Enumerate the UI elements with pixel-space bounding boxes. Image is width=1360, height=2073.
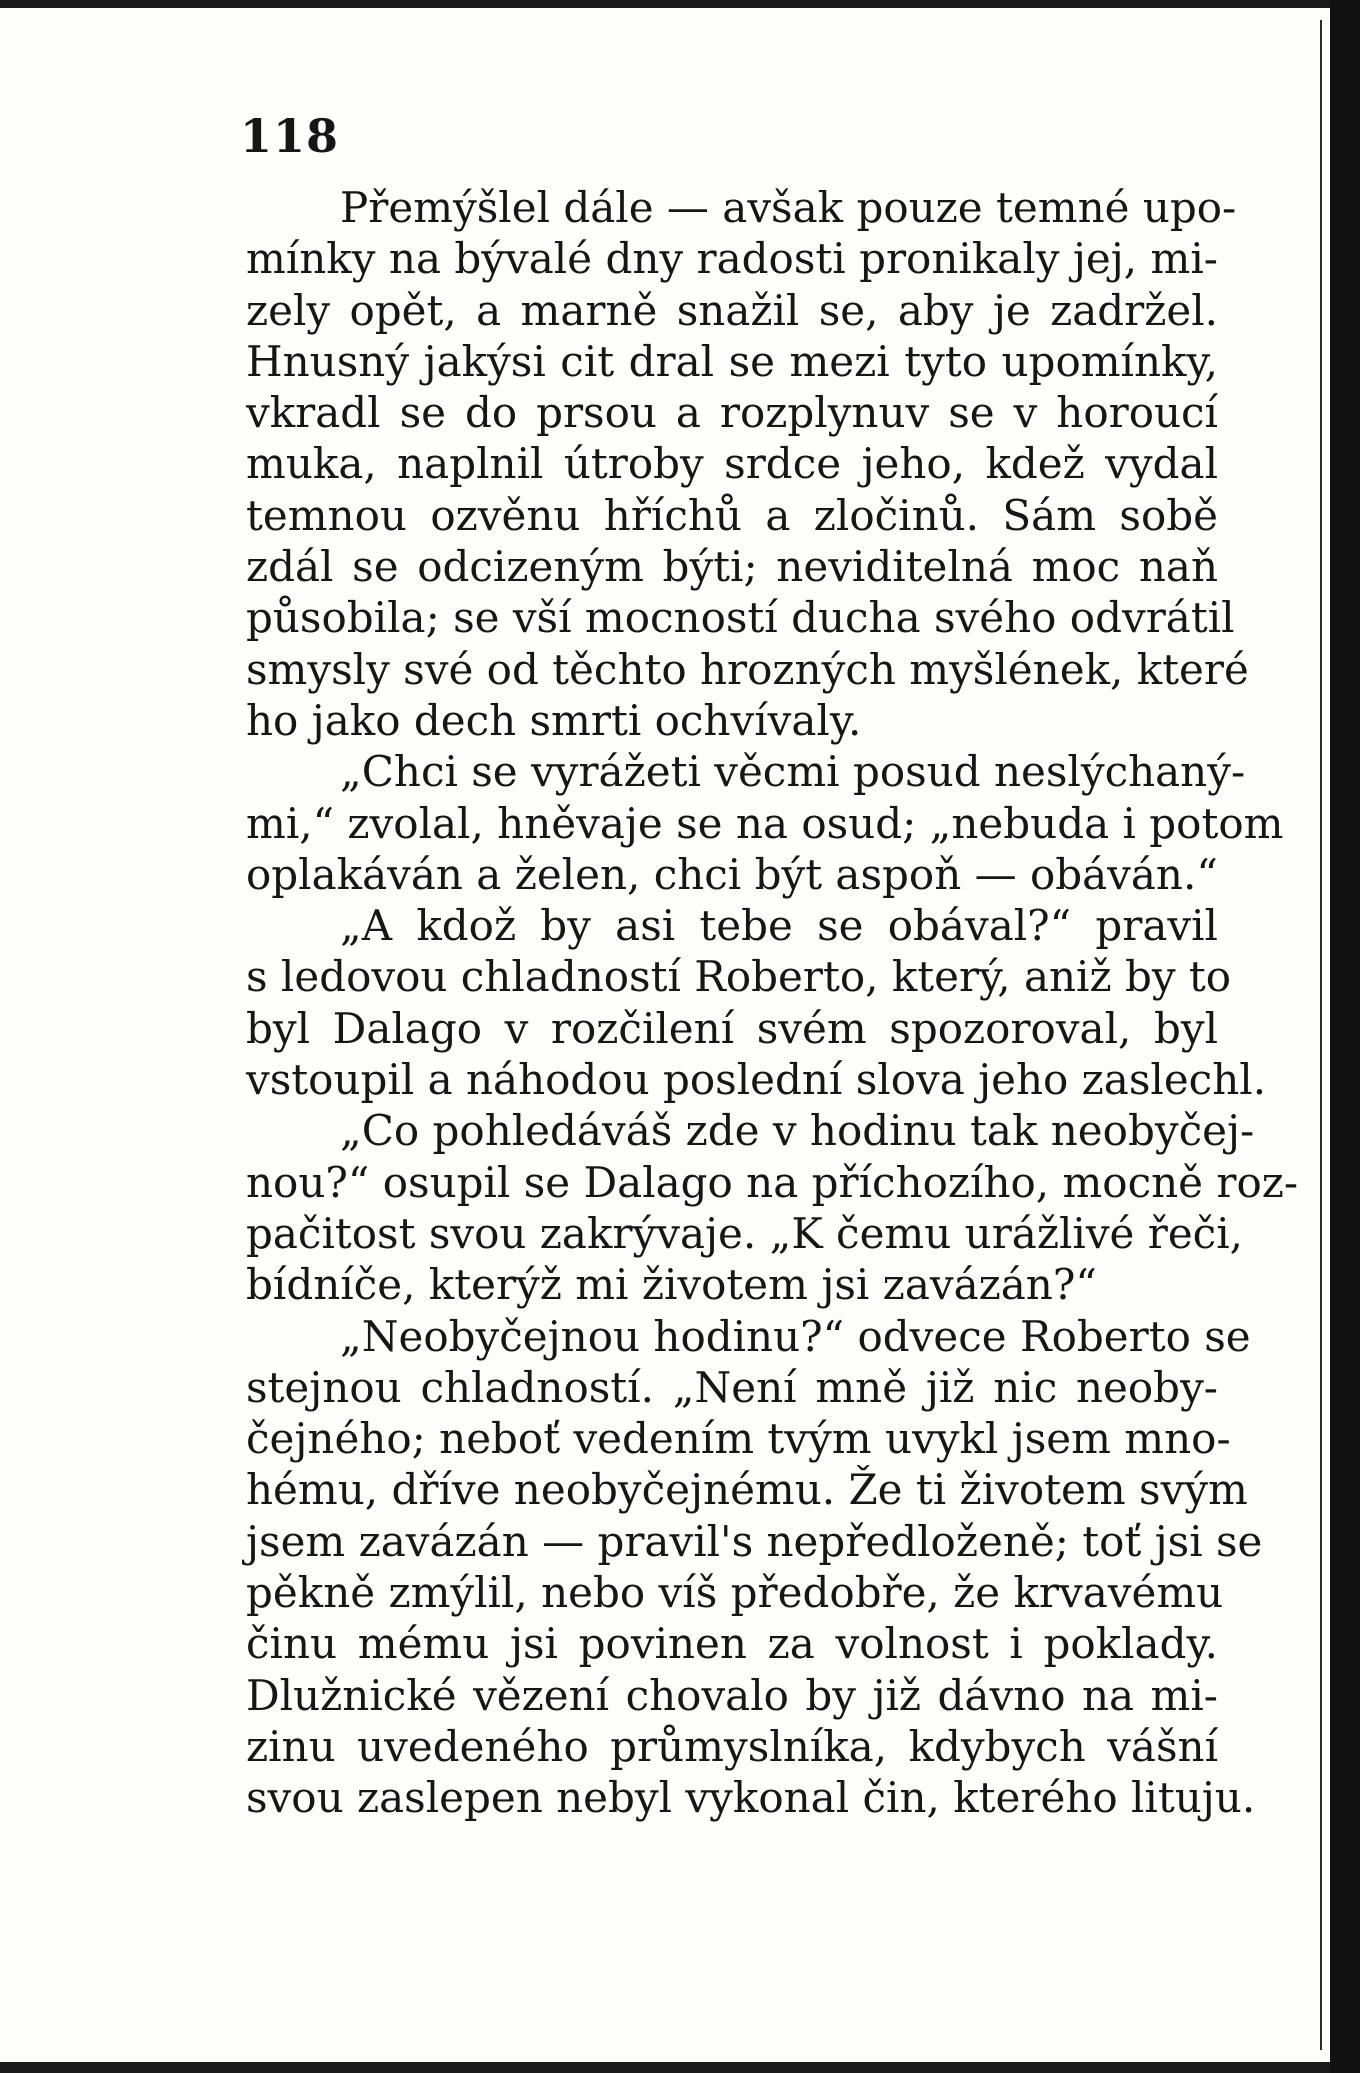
scan-edge-right <box>1330 0 1360 2073</box>
page-number: 118 <box>240 109 340 163</box>
text-line: „A kdož by asi tebe se obával?“ pravil <box>340 901 1218 951</box>
text-line: ho jako dech smrti ochvívaly. <box>246 695 862 745</box>
text-line: působila; se vší mocností ducha svého odvrátil <box>246 593 1235 643</box>
text-line: zdál se odcizeným býti; neviditelná moc naň <box>246 542 1218 592</box>
text-line: s ledovou chladností Roberto, který, aniž by to <box>246 952 1232 1002</box>
text-line: Dlužnické vězení chovalo by již dávno na mi- <box>246 1670 1218 1720</box>
text-line: smysly své od těchto hrozných myšlének, které <box>246 644 1249 694</box>
text-line: vstoupil a náhodou poslední slova jeho zaslechl. <box>246 1055 1267 1105</box>
text-line: pěkně zmýlil, nebo víš předobře, že krvavému <box>246 1568 1224 1618</box>
text-line: činu mému jsi povinen za volnost i poklady. <box>246 1619 1218 1669</box>
text-line: byl Dalago v rozčilení svém spozoroval, byl <box>246 1003 1218 1053</box>
text-line: zely opět, a marně snažil se, aby je zadržel. <box>246 285 1218 335</box>
page-edge-rule <box>1320 20 1322 2050</box>
text-line: „Co pohledáváš zde v hodinu tak neobyčej- <box>340 1106 1255 1156</box>
text-line: mínky na bývalé dny radosti pronikaly jej, mi- <box>246 234 1218 284</box>
text-line: „Neobyčejnou hodinu?“ odvece Roberto se <box>340 1311 1251 1361</box>
text-line: zinu uvedeného průmyslníka, kdybych vášní <box>246 1721 1218 1771</box>
text-line: nou?“ osupil se Dalago na příchozího, mocně roz- <box>246 1157 1299 1207</box>
text-line: mi,“ zvolal, hněvaje se na osud; „nebuda i potom <box>246 798 1284 848</box>
text-line: hému, dříve neobyčejnému. Že ti životem svým <box>246 1465 1248 1515</box>
text-line: oplakáván a želen, chci být aspoň — obáván.“ <box>246 849 1218 899</box>
text-line: svou zaslepen nebyl vykonal čin, kterého lituju. <box>246 1773 1256 1823</box>
text-line: Přemýšlel dále — avšak pouze temné upo- <box>340 183 1237 232</box>
scan-edge-top <box>0 0 1360 8</box>
text-line: pačitost svou zakrývaje. „K čemu urážlivé řeči, <box>246 1208 1243 1258</box>
text-line: stejnou chladností. „Není mně již nic neoby- <box>246 1362 1218 1412</box>
body-text <box>246 182 1299 1824</box>
text-line: čejného; neboť vedením tvým uvykl jsem mno- <box>246 1414 1231 1464</box>
text-line: bídníče, kterýž mi životem jsi zavázán?“ <box>246 1260 1097 1310</box>
scan-edge-bottom <box>0 2062 1360 2073</box>
text-line: Hnusný jakýsi cit dral se mezi tyto upomínky, <box>246 336 1218 386</box>
text-line: jsem zavázán — pravil's nepředloženě; toť jsi se <box>246 1516 1263 1566</box>
text-line: „Chci se vyrážeti věcmi posud neslýchaný- <box>340 747 1246 797</box>
text-line: muka, naplnil útroby srdce jeho, kdež vydal <box>246 439 1218 489</box>
text-line: temnou ozvěnu hříchů a zločinů. Sám sobě <box>246 490 1218 540</box>
text-line: vkradl se do prsou a rozplynuv se v horoucí <box>246 388 1218 438</box>
